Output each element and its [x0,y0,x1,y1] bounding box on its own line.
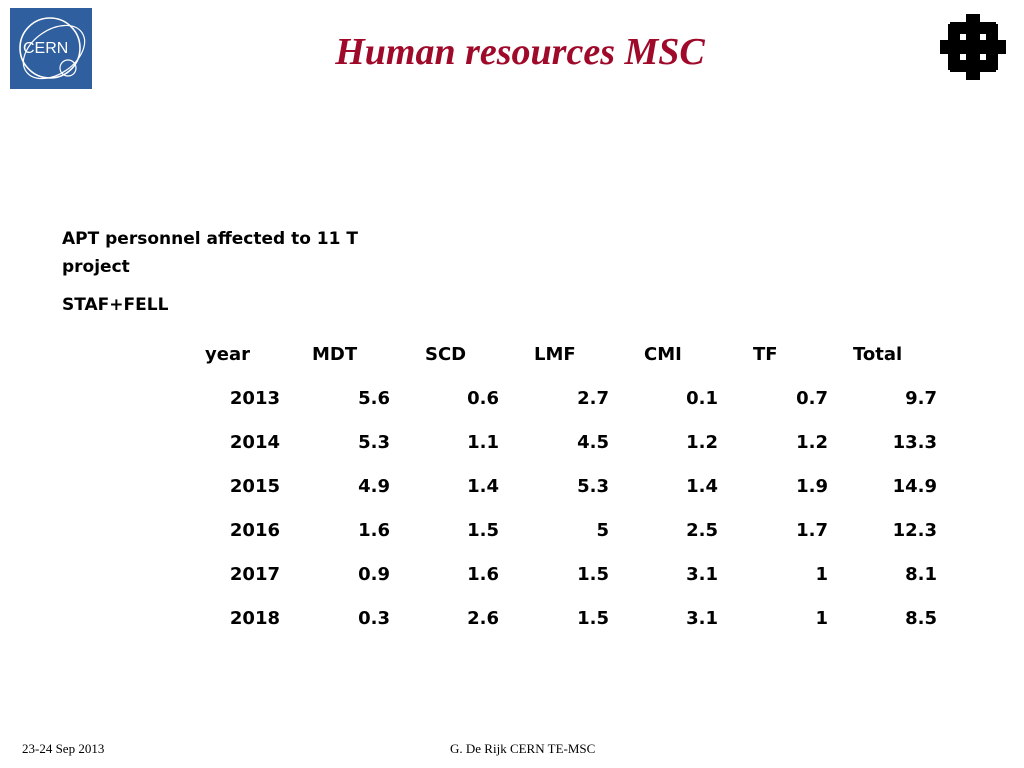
table-row [180,552,937,596]
cell-tf: 0.7 [796,387,828,409]
table-subcaption: STAF+FELL [62,295,169,315]
fermilab-logo [940,14,1006,80]
table-row [180,420,937,464]
cell-mdt: 1.6 [358,519,390,541]
cell-lmf: 1.5 [577,607,609,629]
cell-tf: 1.7 [796,519,828,541]
header-total: Total [853,343,903,365]
cell-scd: 0.6 [467,387,499,409]
cell-mdt: 5.6 [358,387,390,409]
cell-cmi: 0.1 [686,387,718,409]
cern-logo-text: CERN [23,40,69,57]
header-cmi: CMI [644,343,682,365]
cell-year: 2013 [229,387,280,409]
cell-total: 14.9 [892,475,937,497]
cell-lmf: 4.5 [577,431,609,453]
cell-cmi: 3.1 [686,607,718,629]
cell-lmf: 2.7 [577,387,609,409]
header-tf: TF [753,343,778,365]
cell-mdt: 4.9 [358,475,390,497]
header-scd: SCD [425,343,467,365]
cell-total: 8.5 [905,607,937,629]
cell-total: 12.3 [892,519,937,541]
cell-lmf: 5 [596,519,609,541]
cell-cmi: 1.4 [686,475,718,497]
cell-year: 2018 [229,607,280,629]
table-row [180,508,937,552]
cell-total: 8.1 [905,563,937,585]
table-row [180,464,937,508]
cell-mdt: 0.3 [358,607,390,629]
cell-total: 13.3 [892,431,937,453]
table-caption: APT personnel affected to 11 T project [62,229,358,277]
cell-cmi: 2.5 [686,519,718,541]
header-mdt: MDT [312,343,358,365]
cell-year: 2014 [229,431,280,453]
cell-scd: 2.6 [467,607,499,629]
cell-cmi: 3.1 [686,563,718,585]
cell-cmi: 1.2 [686,431,718,453]
cell-scd: 1.1 [467,431,499,453]
header-lmf: LMF [534,343,576,365]
cell-scd: 1.4 [467,475,499,497]
slide-title: Human resources MSC [335,31,705,73]
cell-total: 9.7 [905,387,937,409]
cell-tf: 1.2 [796,431,828,453]
cell-lmf: 1.5 [577,563,609,585]
cell-scd: 1.5 [467,519,499,541]
footer-date: 23-24 Sep 2013 [22,741,105,756]
cell-year: 2015 [229,475,280,497]
cell-tf: 1.9 [796,475,828,497]
cell-tf: 1 [815,563,828,585]
personnel-table [180,332,937,640]
fermilab-logo-icon [940,14,1006,80]
table-row [180,376,937,420]
cell-mdt: 0.9 [358,563,390,585]
cell-scd: 1.6 [467,563,499,585]
table-row [180,596,937,640]
cell-lmf: 5.3 [577,475,609,497]
cell-mdt: 5.3 [358,431,390,453]
cell-tf: 1 [815,607,828,629]
header-year: year [205,343,250,365]
footer-author: G. De Rijk CERN TE-MSC [450,741,596,756]
table-header-row [180,332,937,376]
cell-year: 2017 [229,563,280,585]
cell-year: 2016 [229,519,280,541]
